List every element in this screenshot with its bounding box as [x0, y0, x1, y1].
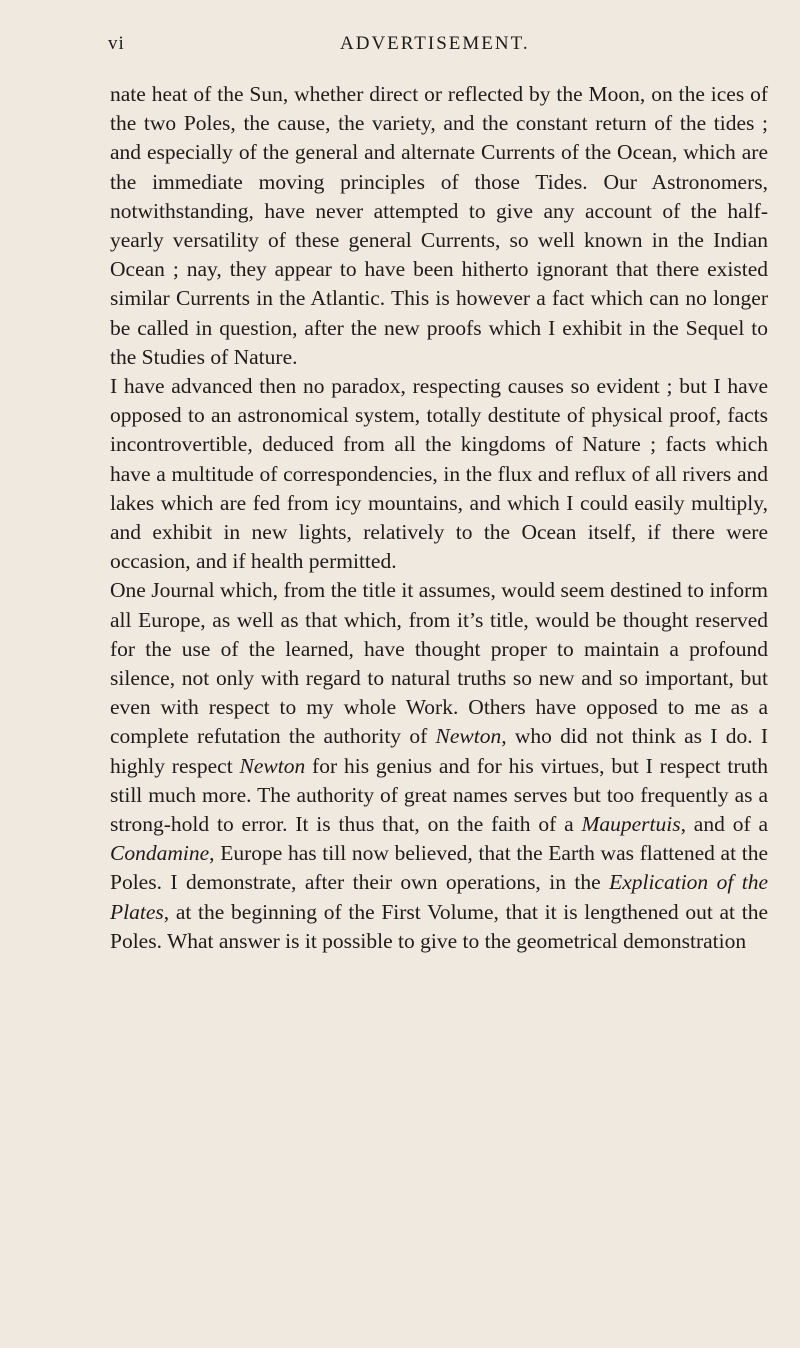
text-run: , who did not think as I do. I highly respect	[110, 724, 769, 778]
text-run: , and of a	[680, 812, 768, 837]
paragraph-2	[110, 372, 768, 576]
body-text	[110, 80, 768, 956]
paragraph-3	[110, 576, 768, 956]
text-run: , at the beginning of the First Volume, that it is lengthened out at the Poles. What answer is it possible to give to the geometrical demonstration	[110, 899, 768, 953]
italic-name: Condamine	[110, 841, 210, 866]
text-run: nate heat of the Sun, whether direct or reflected by the Moon, on the ices of the two Poles, the cause, the variety, and the constant return of the tides ; and especially of the general and alternate Currents of the Ocean, which are the immediate moving principles of those Tides. Our Astronomers, notwithstanding, have never attempted to give any account of the half-yearly versatility of these general Currents, so well known in the Indian Ocean ; nay, they appear to have been hitherto ignorant that there existed similar Currents in the Atlantic. This is however a fact which can no longer be called in question, after the new proofs which I exhibit in the Sequel to the Studies of Nature.	[110, 82, 768, 369]
italic-name: Explication of the Plates	[110, 870, 768, 924]
paragraph-1	[110, 80, 768, 372]
text-run: for his genius and for his virtues, but I respect truth still much more. The authority of great names serves but too frequently as a strong-hold to error. It is thus that, on the faith of a	[110, 753, 768, 837]
text-run: I have advanced then no paradox, respecting causes so evident ; but I have opposed to an astronomical system, totally destitute of physical proof, facts incontrovertible, deduced from all the kingdoms of Nature ; facts which have a multitude of correspondencies, in the flux and reflux of all rivers and lakes which are fed from icy mountains, and which I could easily multiply, and exhibit in new lights, relatively to the Ocean itself, if there were occasion, and if health permitted.	[110, 374, 768, 574]
running-head	[108, 33, 768, 59]
italic-name: Newton	[239, 753, 306, 778]
italic-name: Newton	[435, 724, 502, 749]
text-run: One Journal which, from the title it assumes, would seem destined to inform all Europe, as well as that which, from it’s title, would be thought reserved for the use of the learned, have thought proper to maintain a profound silence, not only with regard to natural truths so new and so important, but even with respect to my whole Work. Others have opposed to me as a complete refutation the authority of	[110, 578, 768, 749]
running-head-title: ADVERTISEMENT.	[340, 33, 530, 54]
page-number: vi	[108, 33, 125, 54]
text-run: , Europe has till now believed, that the Earth was flattened at the Poles. I demonstrate, after their own operations, in the	[110, 841, 768, 895]
italic-name: Maupertuis	[581, 812, 681, 837]
